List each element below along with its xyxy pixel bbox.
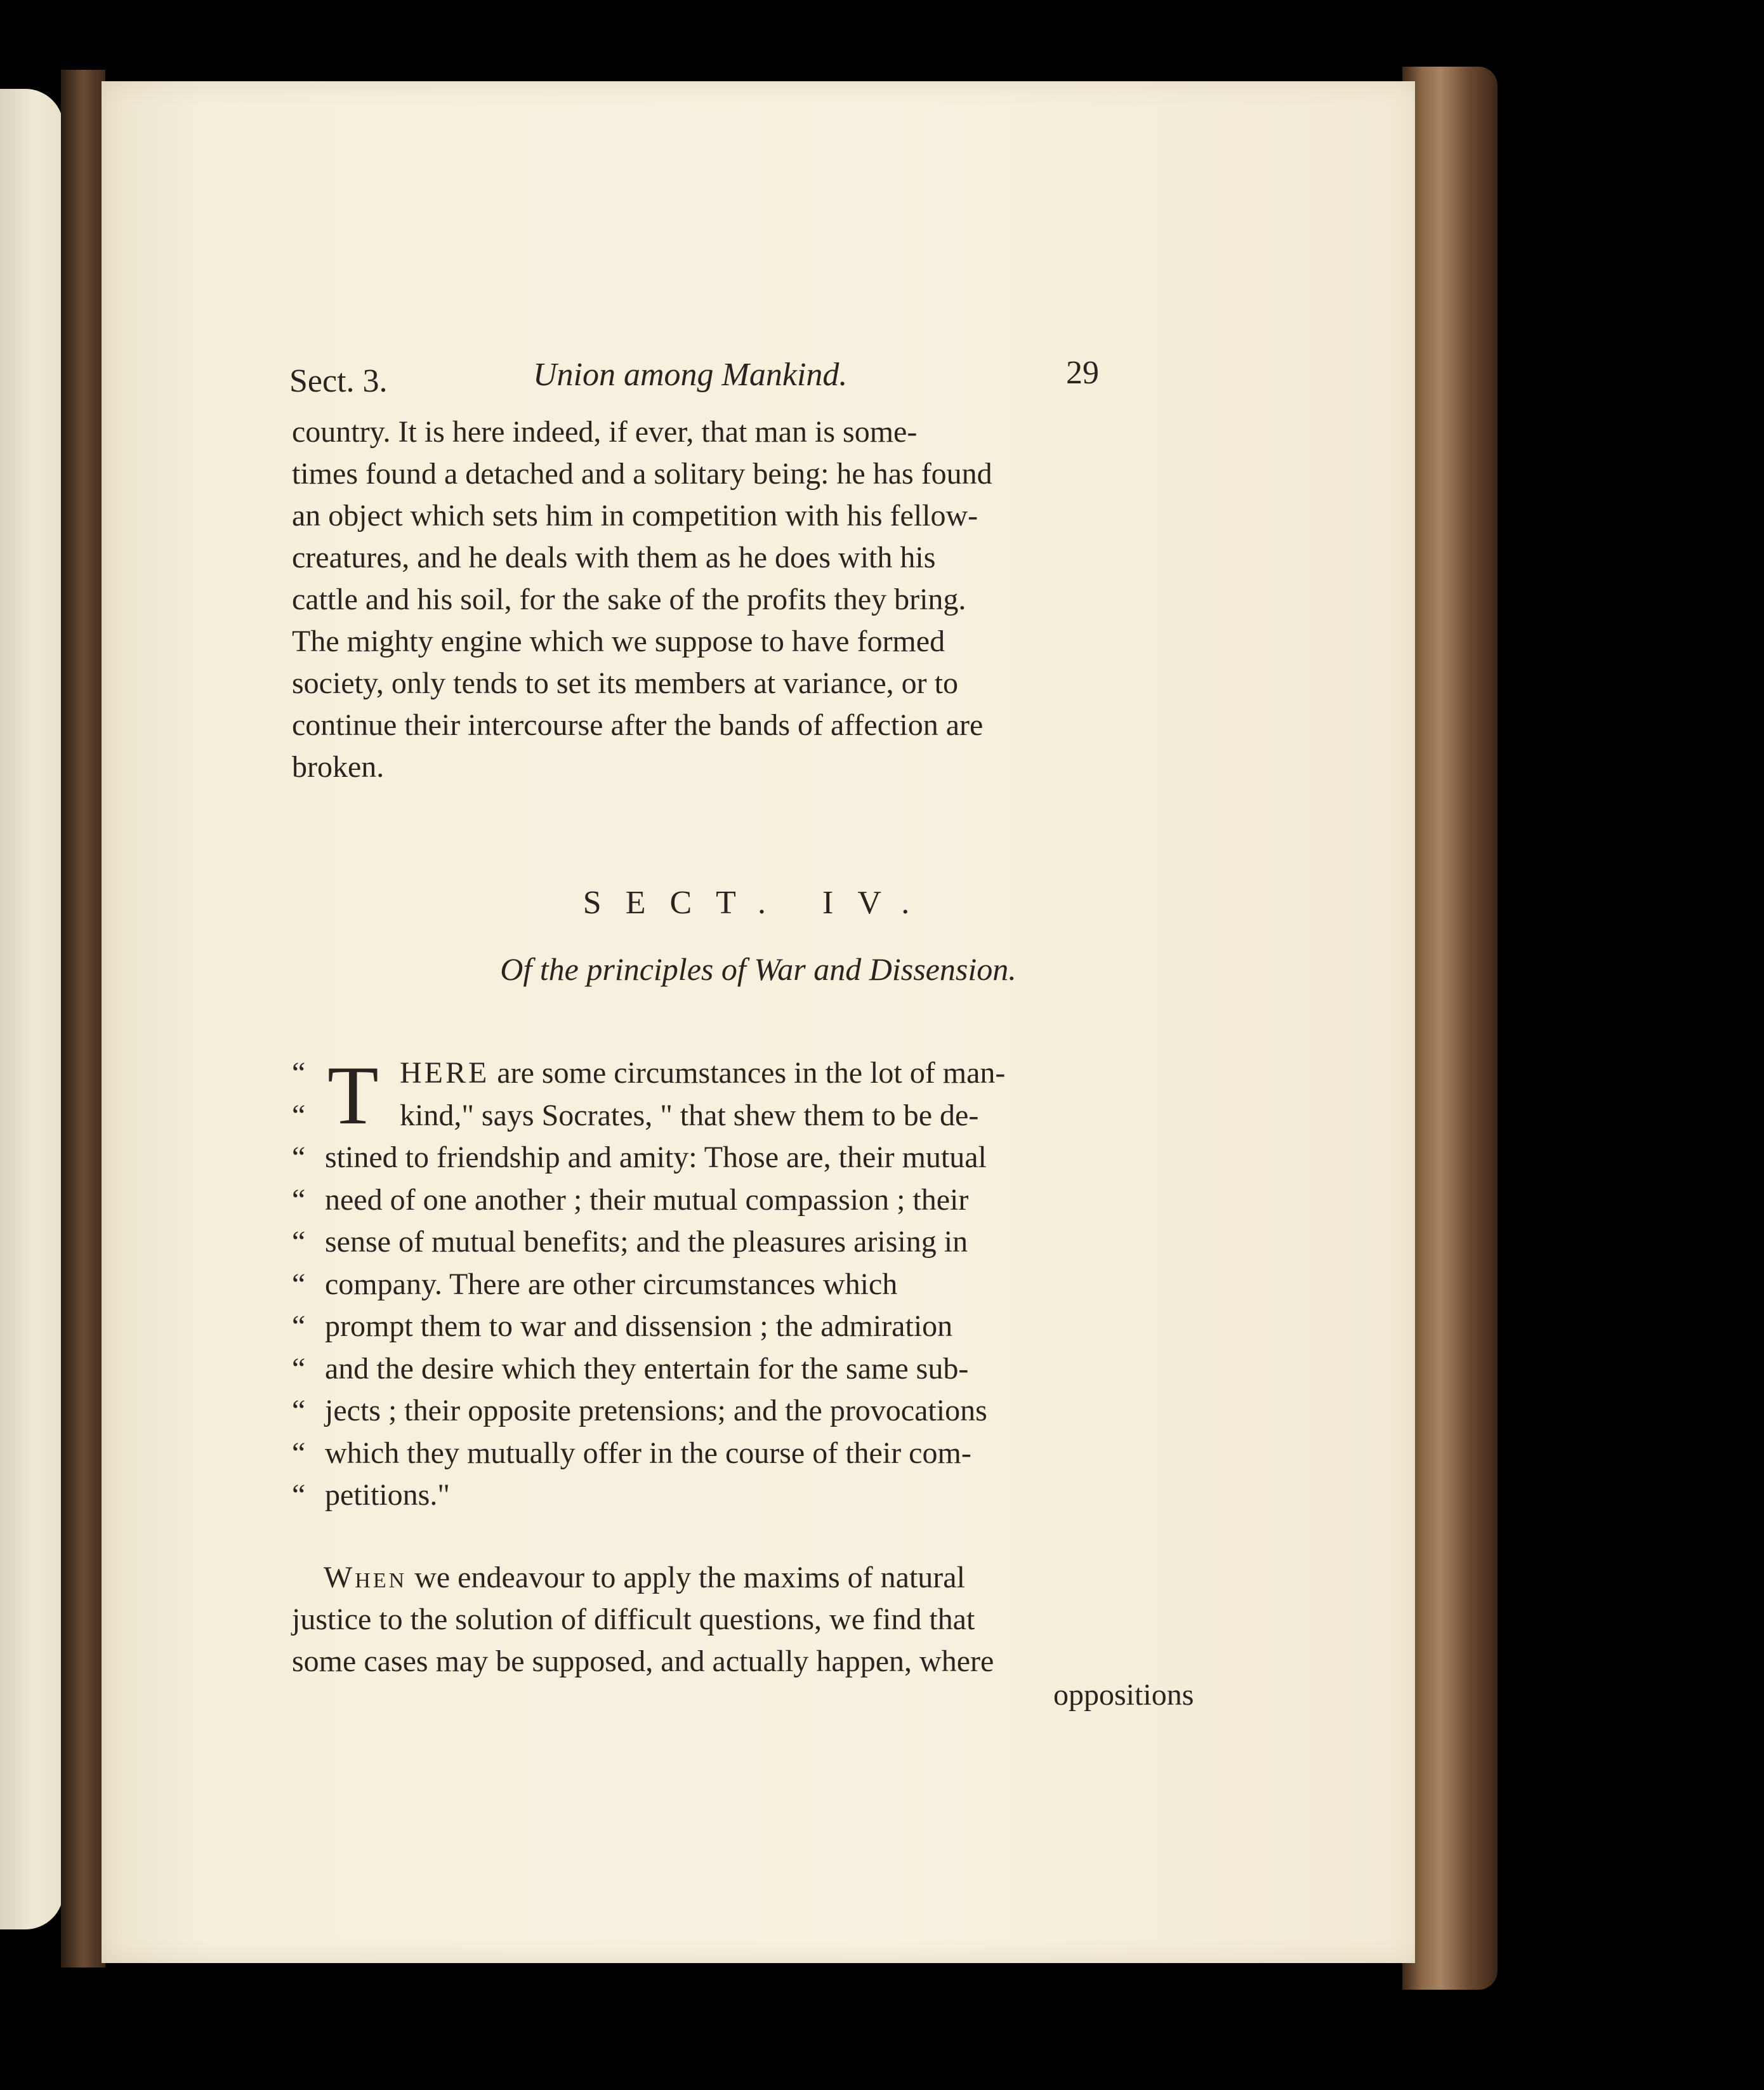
text-line: broken.: [292, 750, 385, 784]
section-subtitle: Of the principles of War and Dissension.: [500, 951, 1017, 987]
quote-mark: “: [292, 1351, 306, 1386]
header-running-title: Union among Mankind.: [533, 357, 848, 393]
drop-cap: T: [327, 1048, 379, 1142]
quote-mark: “: [292, 1056, 306, 1090]
catchword: oppositions: [1053, 1678, 1194, 1712]
text-line: need of one another ; their mutual compassion ; their: [325, 1182, 969, 1217]
text-line: stined to friendship and amity: Those are, their mutual: [325, 1141, 987, 1174]
text-line: company. There are other circumstances which: [325, 1267, 898, 1301]
socrates-quote: [292, 1048, 1117, 1517]
text-line: are some circumstances in the lot of man-: [497, 1056, 1006, 1090]
quote-mark: “: [292, 1267, 306, 1301]
quote-mark: “: [292, 1436, 306, 1470]
text-line: some cases may be supposed, and actually happen, where: [292, 1644, 994, 1678]
text-line: an object which sets him in competition with his fellow-: [292, 499, 978, 532]
text-line: society, only tends to set its members at variance, or to: [292, 666, 958, 700]
text-line: kind," says Socrates, " that shew them to be de-: [400, 1098, 979, 1132]
previous-page-edge: [0, 89, 63, 1929]
paragraph-1: [292, 411, 1114, 788]
text-line: sense of mutual benefits; and the pleasures arising in: [325, 1225, 968, 1259]
book-page: [102, 81, 1415, 1963]
text-line: cattle and his soil, for the sake of the profits they bring.: [292, 583, 966, 616]
text-line: justice to the solution of difficult questions, we find that: [292, 1603, 975, 1636]
text-line: which they mutually offer in the course of their com-: [325, 1436, 971, 1470]
text-line: jects ; their opposite pretensions; and the provocations: [325, 1394, 987, 1427]
header-section: Sect. 3.: [289, 363, 388, 399]
page-number: 29: [1066, 355, 1099, 391]
text-line: times found a detached and a solitary being: he has found: [292, 457, 992, 491]
book-gutter: [61, 70, 105, 1968]
first-word-rest: HERE: [400, 1056, 490, 1090]
text-line: petitions.": [325, 1478, 450, 1512]
text-line: country. It is here indeed, if ever, that man is some-: [292, 415, 918, 449]
text-line: prompt them to war and dissension ; the admiration: [325, 1309, 953, 1343]
quote-mark: “: [292, 1141, 306, 1174]
first-word: When: [324, 1561, 407, 1594]
quote-mark: “: [292, 1182, 306, 1217]
running-header: [102, 351, 1415, 402]
text-line: we endeavour to apply the maxims of natural: [414, 1561, 965, 1594]
text-line: and the desire which they entertain for the same sub-: [325, 1351, 969, 1386]
text-line: continue their intercourse after the bands of affection are: [292, 708, 984, 742]
book-cover-edge: [1402, 67, 1497, 1990]
section-heading: SECT. IV.: [583, 885, 934, 921]
quote-mark: “: [292, 1225, 306, 1259]
quote-mark: “: [292, 1098, 306, 1132]
paragraph-2: [292, 1557, 1114, 1683]
quote-mark: “: [292, 1394, 306, 1427]
quote-mark: “: [292, 1478, 306, 1512]
text-line: creatures, and he deals with them as he does with his: [292, 541, 936, 574]
text-line: The mighty engine which we suppose to have formed: [292, 625, 945, 658]
quote-mark: “: [292, 1309, 306, 1343]
